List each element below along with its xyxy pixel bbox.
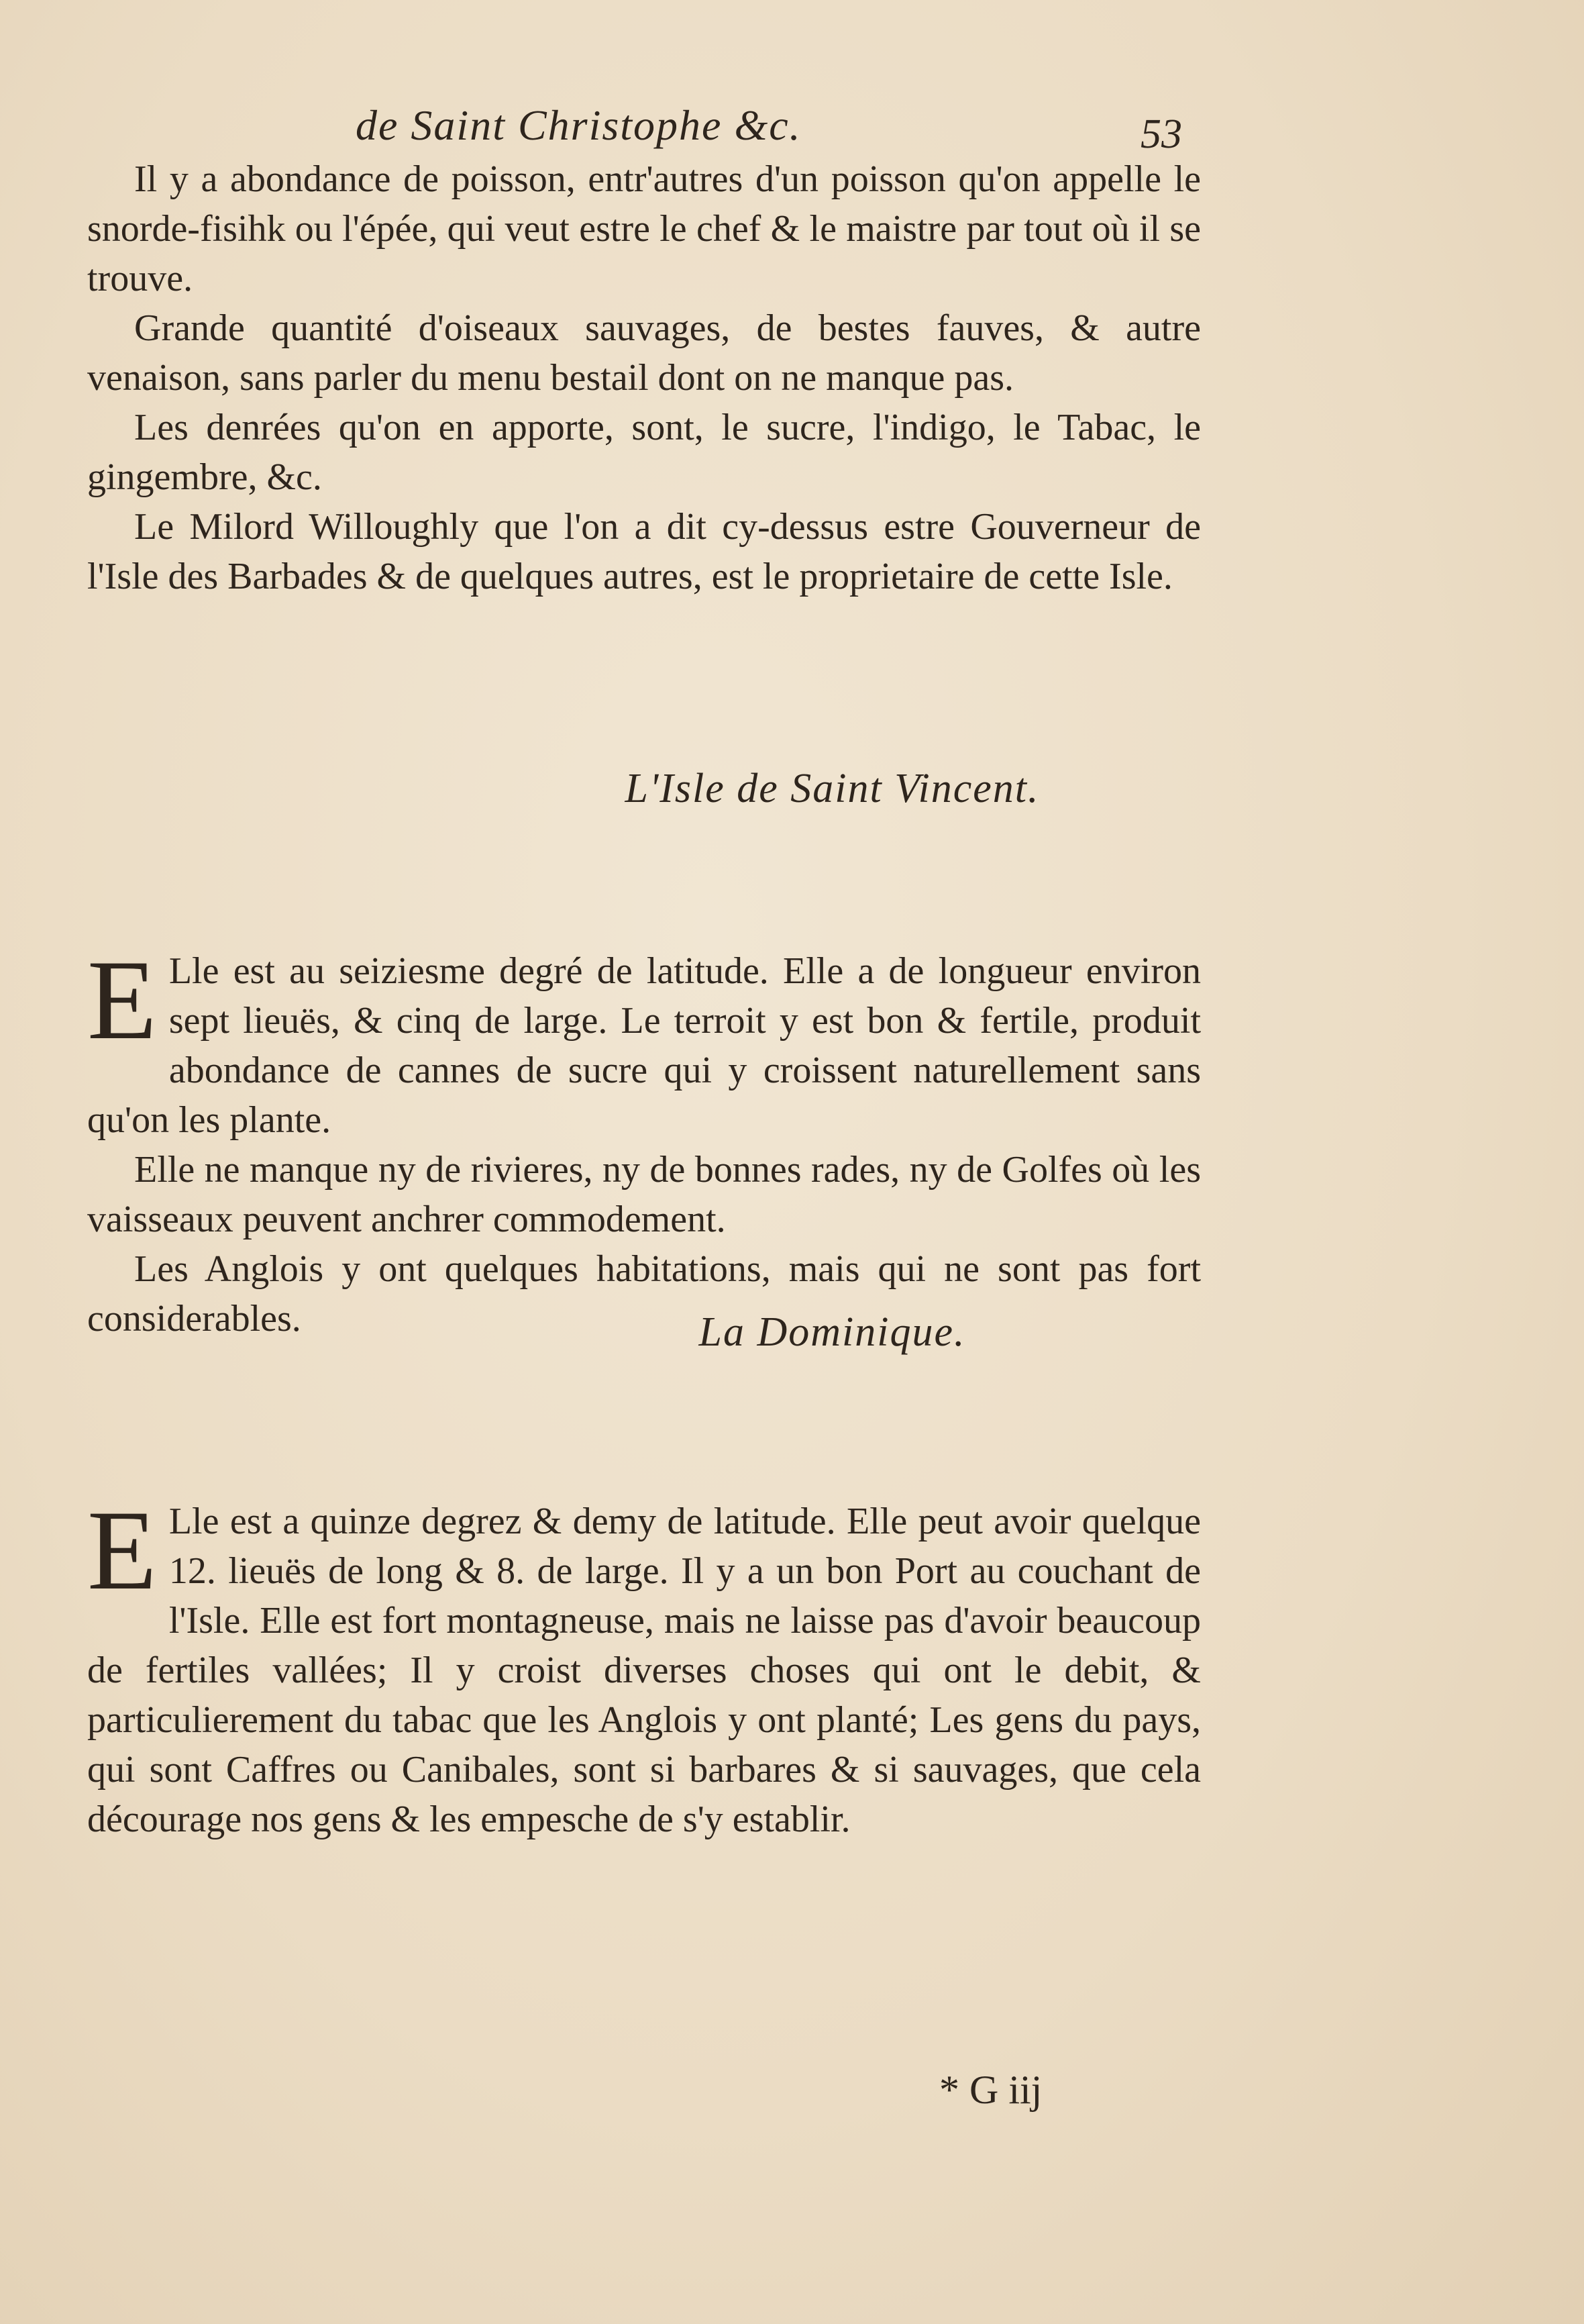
section-heading-dominique: La Dominique.	[698, 1309, 966, 1355]
paragraph	[87, 1487, 1201, 1844]
section-saint-christophe-text	[87, 154, 1201, 601]
running-title: de Saint Christophe &c.	[356, 101, 802, 149]
paragraph	[87, 937, 1201, 1145]
paragraph-body: Lle est a quinze degrez & demy de latitude. Elle peut avoir quelque 12. lieuës de long & 8. de large. Il y a un bon Port au couchant de l'Isle. Elle est fort montagneuse, mais ne laisse pas d'avoir beaucoup de fertiles vallées; Il y croist diverses choses qui ont le debit, & particulierement du tabac que les Anglois y ont planté; Les gens du pays, qui sont Caffres ou Canibales, sont si barbares & si sauvages, que cela décourage nos gens & les empesche de s'y establir.	[87, 1501, 1201, 1840]
paragraph: Grande quantité d'oiseaux sauvages, de bestes fauves, & autre venaison, sans parler du menu bestail dont on ne manque pas.	[87, 307, 1201, 399]
paragraph-body: Lle est au seiziesme degré de latitude. Elle a de longueur environ sept lieuës, & cinq de large. Le terroit y est bon & fertile, produit abondance de cannes de sucre qui y croissent naturellement sans qu'on les plante.	[87, 950, 1201, 1141]
drop-cap: E	[87, 1487, 157, 1613]
paragraph: Les denrées qu'on en apporte, sont, le sucre, l'indigo, le Tabac, le gingembre, &c.	[87, 407, 1201, 498]
signature-catchword: * G iij	[939, 2068, 1043, 2112]
page-number: 53	[1141, 111, 1182, 157]
paragraph: Le Milord Willoughly que l'on a dit cy-dessus estre Gouverneur de l'Isle des Barbades & de quelques autres, est le proprietaire de cette Isle.	[87, 506, 1201, 597]
paragraph: Elle ne manque ny de rivieres, ny de bonnes rades, ny de Golfes où les vaisseaux peuvent anchrer commodement.	[87, 1149, 1201, 1240]
paragraph: Il y a abondance de poisson, entr'autres d'un poisson qu'on appelle le snorde-fisihk ou l'épée, qui veut estre le chef & le maistre par tout où il se trouve.	[87, 158, 1201, 299]
section-dominique-text	[87, 1487, 1201, 1844]
section-heading-saint-vincent: L'Isle de Saint Vincent.	[625, 766, 1040, 811]
drop-cap: E	[87, 937, 157, 1063]
section-saint-vincent-text	[87, 937, 1201, 1344]
paragraph: Les Anglois y ont quelques habitations, mais qui ne sont pas fort considerables.	[87, 1248, 1201, 1340]
